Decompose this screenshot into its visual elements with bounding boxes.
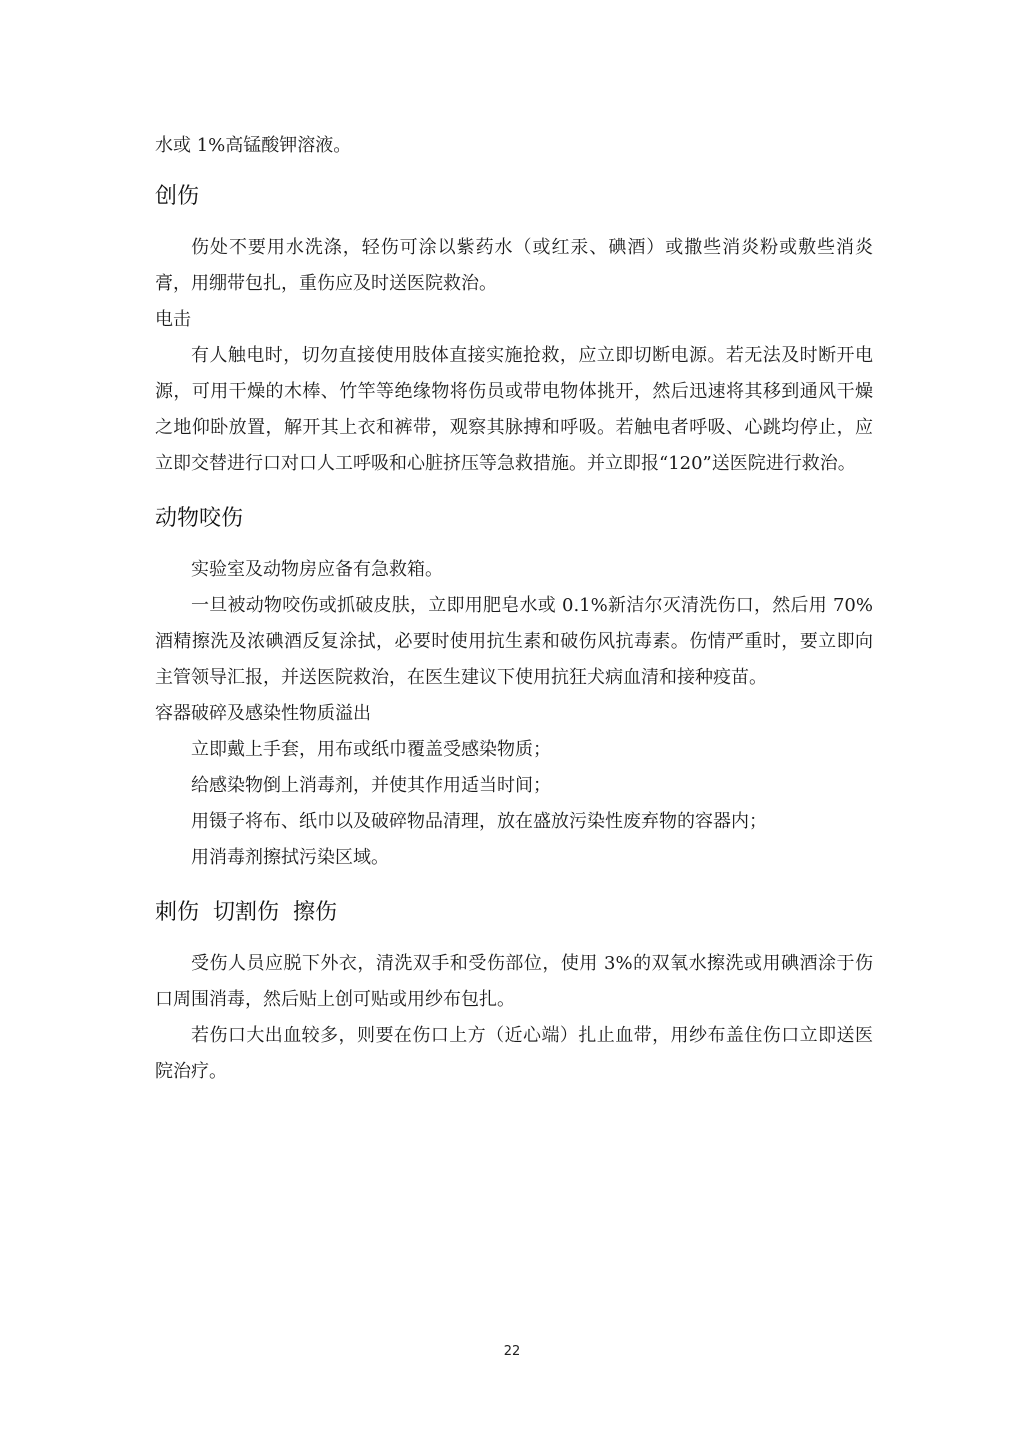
cut-paragraph-2: 若伤口大出血较多，则要在伤口上方（近心端）扎止血带，用纱布盖住伤口立即送医院治疗。	[155, 1025, 873, 1082]
page-content	[155, 128, 873, 1090]
heading-cut-abrasion: 刺伤 切割伤 擦伤	[155, 900, 337, 925]
spill-step: 给感染物倒上消毒剂，并使其作用适当时间；	[191, 775, 551, 796]
cut-paragraph-1: 受伤人员应脱下外衣，清洗双手和受伤部位，使用 3%的双氧水擦洗或用碘酒涂于伤口周围消毒，然后贴上创可贴或用纱布包扎。	[155, 953, 873, 1010]
spill-step: 用消毒剂擦拭污染区域。	[191, 847, 389, 868]
heading-electric-shock: 电击	[155, 309, 191, 330]
heading-animal-bite: 动物咬伤	[155, 506, 244, 531]
heading-container-spill: 容器破碎及感染性物质溢出	[155, 703, 371, 724]
page-number: 22	[503, 1344, 521, 1359]
continuation-text: 水或 1%高锰酸钾溶液。	[155, 135, 352, 156]
wound-paragraph: 伤处不要用水洗涤，轻伤可涂以紫药水（或红汞、碘酒）或撒些消炎粉或敷些消炎膏，用绷带包扎，重伤应及时送医院救治。	[155, 237, 873, 294]
animal-bite-paragraph-2: 一旦被动物咬伤或抓破皮肤，立即用肥皂水或 0.1%新洁尔灭清洗伤口，然后用 70%酒精擦洗及浓碘酒反复涂拭，必要时使用抗生素和破伤风抗毒素。伤情严重时，要立即向主管领导汇报，并送医院救治，在医生建议下使用抗狂犬病血清和接种疫苗。	[155, 595, 873, 688]
animal-bite-paragraph-1: 实验室及动物房应备有急救箱。	[191, 559, 443, 580]
heading-wound: 创伤	[155, 184, 200, 209]
electric-shock-paragraph: 有人触电时，切勿直接使用肢体直接实施抢救，应立即切断电源。若无法及时断开电源，可用干燥的木棒、竹竿等绝缘物将伤员或带电物体挑开，然后迅速将其移到通风干燥之地仰卧放置，解开其上衣和裤带，观察其脉搏和呼吸。若触电者呼吸、心跳均停止，应立即交替进行口对口人工呼吸和心脏挤压等急救措施。并立即报“120”送医院进行救治。	[155, 345, 873, 474]
spill-step: 用镊子将布、纸巾以及破碎物品清理，放在盛放污染性废弃物的容器内；	[191, 811, 767, 832]
spill-step: 立即戴上手套，用布或纸巾覆盖受感染物质；	[191, 739, 551, 760]
